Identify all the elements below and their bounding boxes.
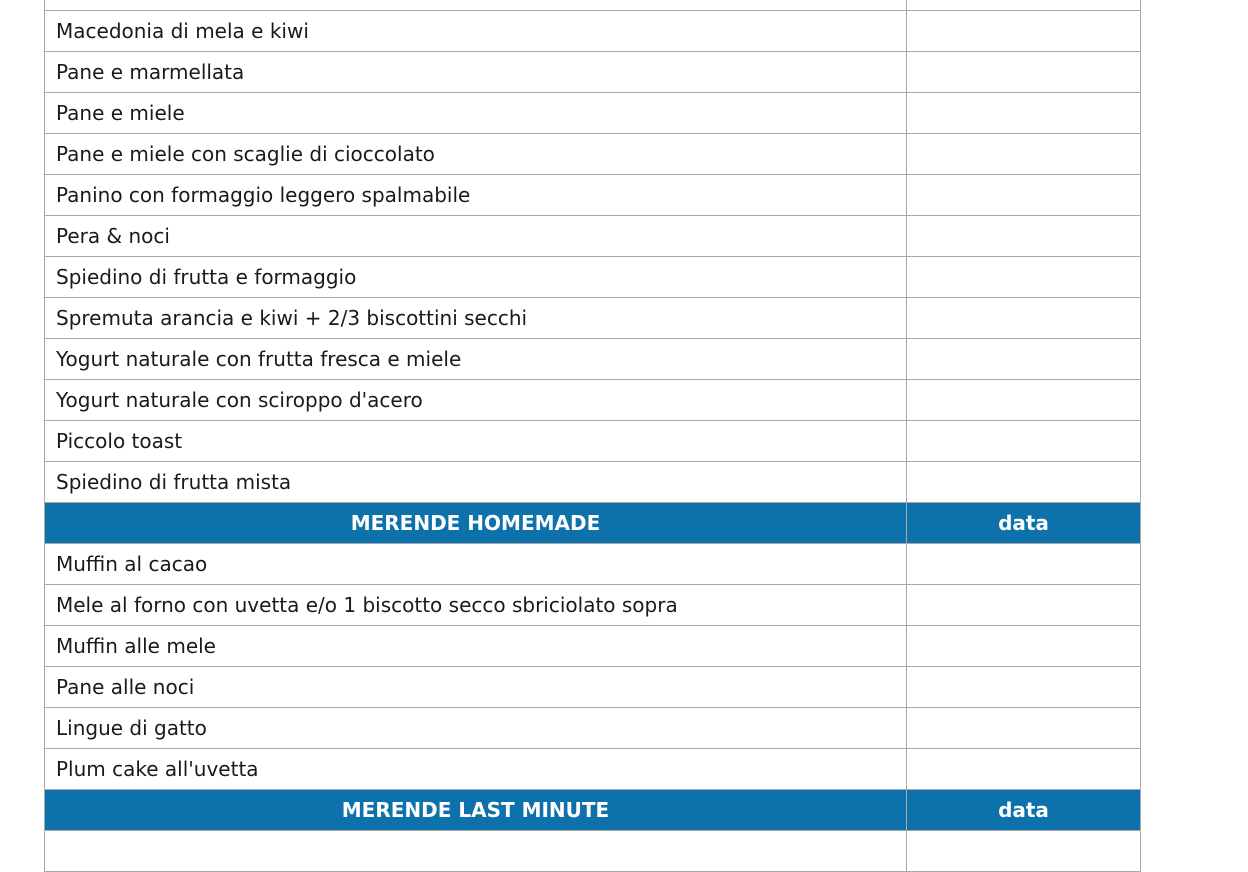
snack-name: Lingue di gatto: [45, 708, 907, 749]
date-cell[interactable]: [907, 93, 1141, 134]
date-cell[interactable]: [907, 11, 1141, 52]
date-cell[interactable]: [907, 134, 1141, 175]
snack-row: [45, 585, 1141, 626]
date-cell[interactable]: [907, 298, 1141, 339]
date-cell[interactable]: [907, 52, 1141, 93]
date-cell[interactable]: [907, 667, 1141, 708]
snack-row: [45, 380, 1141, 421]
date-cell[interactable]: [907, 708, 1141, 749]
snack-row: [45, 544, 1141, 585]
snack-row: [45, 749, 1141, 790]
snack-name: Muffin alle mele: [45, 626, 907, 667]
snack-name: Panino con formaggio leggero spalmabile: [45, 175, 907, 216]
snack-name: Pane alle noci: [45, 667, 907, 708]
date-cell[interactable]: [907, 339, 1141, 380]
section-header-row: [45, 790, 1141, 831]
date-cell[interactable]: [907, 216, 1141, 257]
date-cell[interactable]: [907, 831, 1141, 872]
snack-row: [45, 667, 1141, 708]
snack-name: Pera & noci: [45, 216, 907, 257]
snack-table: [44, 0, 1141, 872]
snack-row: [45, 52, 1141, 93]
snack-name: [45, 831, 907, 872]
snack-row: [45, 175, 1141, 216]
snack-row: [45, 216, 1141, 257]
snack-row: [45, 11, 1141, 52]
snack-name: Spiedino di frutta e formaggio: [45, 257, 907, 298]
snack-name: Spremuta arancia e kiwi + 2/3 biscottini secchi: [45, 298, 907, 339]
snack-name: Pane e miele con scaglie di cioccolato: [45, 134, 907, 175]
date-cell[interactable]: [907, 626, 1141, 667]
snack-name: Piccolo toast: [45, 421, 907, 462]
section-title: MERENDE LAST MINUTE: [45, 790, 907, 831]
snack-row: [45, 462, 1141, 503]
snack-name: Muffin al cacao: [45, 544, 907, 585]
snack-row: [45, 93, 1141, 134]
date-cell[interactable]: [907, 462, 1141, 503]
snack-name: Yogurt naturale con frutta fresca e miele: [45, 339, 907, 380]
snack-row: [45, 0, 1141, 11]
snack-row: [45, 708, 1141, 749]
snack-row: [45, 831, 1141, 872]
date-cell[interactable]: [907, 175, 1141, 216]
date-cell[interactable]: [907, 544, 1141, 585]
date-cell[interactable]: [907, 257, 1141, 298]
date-cell[interactable]: [907, 421, 1141, 462]
snack-name: Spiedino di frutta mista: [45, 462, 907, 503]
snack-name: Pane e miele: [45, 93, 907, 134]
snack-row: [45, 626, 1141, 667]
snack-name: [45, 0, 907, 11]
section-title: MERENDE HOMEMADE: [45, 503, 907, 544]
date-cell[interactable]: [907, 585, 1141, 626]
snack-name: Yogurt naturale con sciroppo d'acero: [45, 380, 907, 421]
snack-name: Macedonia di mela e kiwi: [45, 11, 907, 52]
snack-row: [45, 257, 1141, 298]
snack-name: Plum cake all'uvetta: [45, 749, 907, 790]
snack-row: [45, 339, 1141, 380]
section-header-row: [45, 503, 1141, 544]
snack-name: Pane e marmellata: [45, 52, 907, 93]
snack-table-body: [45, 0, 1141, 872]
snack-name: Mele al forno con uvetta e/o 1 biscotto secco sbriciolato sopra: [45, 585, 907, 626]
snack-row: [45, 298, 1141, 339]
date-cell[interactable]: [907, 380, 1141, 421]
date-column-header: data: [907, 790, 1141, 831]
date-column-header: data: [907, 503, 1141, 544]
snack-row: [45, 134, 1141, 175]
date-cell[interactable]: [907, 749, 1141, 790]
date-cell[interactable]: [907, 0, 1141, 11]
snack-row: [45, 421, 1141, 462]
